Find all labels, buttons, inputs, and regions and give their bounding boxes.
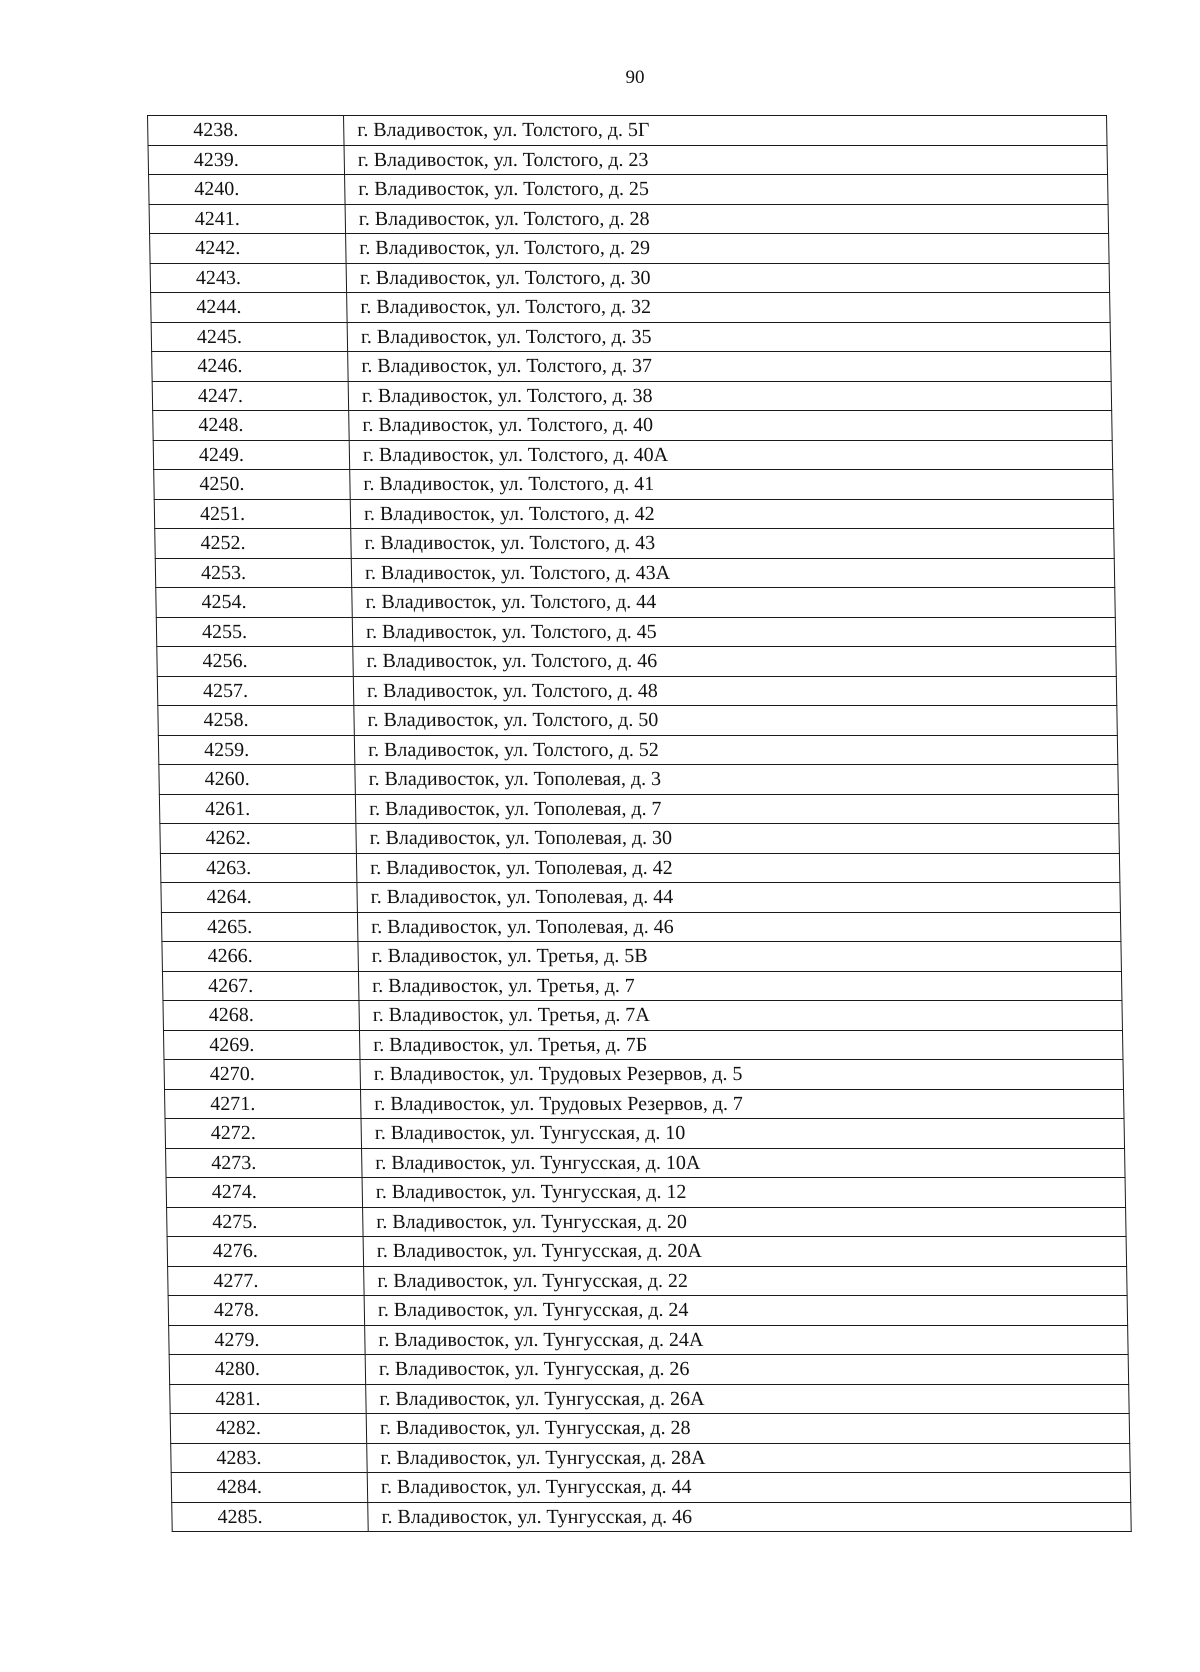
table-row xyxy=(153,411,1113,441)
row-number: 4278. xyxy=(168,1296,365,1326)
table-row xyxy=(166,1178,1126,1208)
row-address: г. Владивосток, ул. Толстого, д. 29 xyxy=(346,234,1110,264)
page-number: 90 xyxy=(625,67,645,88)
table-row xyxy=(170,1384,1130,1414)
row-number: 4243. xyxy=(150,263,347,293)
table-row xyxy=(165,1089,1125,1119)
row-address: г. Владивосток, ул. Тополевая, д. 30 xyxy=(356,824,1120,854)
row-number: 4254. xyxy=(156,588,353,618)
row-address: г. Владивосток, ул. Толстого, д. 35 xyxy=(347,322,1111,352)
table-row xyxy=(163,1030,1123,1060)
row-number: 4253. xyxy=(155,558,352,588)
row-number: 4282. xyxy=(170,1414,367,1444)
row-number: 4249. xyxy=(153,440,350,470)
table-row xyxy=(172,1502,1132,1532)
table-row xyxy=(152,381,1112,411)
row-number: 4279. xyxy=(169,1325,366,1355)
row-address: г. Владивосток, ул. Толстого, д. 48 xyxy=(353,676,1117,706)
row-address: г. Владивосток, ул. Толстого, д. 42 xyxy=(350,499,1114,529)
row-number: 4255. xyxy=(156,617,353,647)
row-number: 4257. xyxy=(157,676,354,706)
table-row xyxy=(161,912,1121,942)
table-row xyxy=(148,116,1108,146)
row-address: г. Владивосток, ул. Толстого, д. 46 xyxy=(353,647,1117,677)
row-address: г. Владивосток, ул. Тунгусская, д. 26А xyxy=(366,1384,1130,1414)
row-number: 4238. xyxy=(148,116,345,146)
row-address: г. Владивосток, ул. Толстого, д. 38 xyxy=(348,381,1112,411)
row-number: 4242. xyxy=(150,234,347,264)
table-row xyxy=(164,1060,1124,1090)
row-address: г. Владивосток, ул. Третья, д. 7Б xyxy=(359,1030,1123,1060)
table-row xyxy=(170,1414,1130,1444)
table-row xyxy=(154,470,1114,500)
row-address: г. Владивосток, ул. Толстого, д. 43 xyxy=(351,529,1115,559)
table-row xyxy=(155,558,1115,588)
row-number: 4268. xyxy=(163,1001,360,1031)
row-address: г. Владивосток, ул. Третья, д. 5В xyxy=(358,942,1122,972)
row-address: г. Владивосток, ул. Тунгусская, д. 10 xyxy=(361,1119,1125,1149)
table-row xyxy=(163,1001,1123,1031)
row-number: 4266. xyxy=(162,942,359,972)
row-number: 4285. xyxy=(172,1502,369,1532)
row-address: г. Владивосток, ул. Тополевая, д. 3 xyxy=(355,765,1119,795)
row-number: 4269. xyxy=(163,1030,360,1060)
table-row xyxy=(158,706,1118,736)
row-address: г. Владивосток, ул. Толстого, д. 37 xyxy=(348,352,1112,382)
row-number: 4281. xyxy=(170,1384,367,1414)
row-number: 4275. xyxy=(167,1207,364,1237)
table-row xyxy=(150,234,1110,264)
table-row xyxy=(161,883,1121,913)
table-row xyxy=(169,1325,1129,1355)
row-address: г. Владивосток, ул. Толстого, д. 44 xyxy=(352,588,1116,618)
row-number: 4284. xyxy=(171,1473,368,1503)
table-row xyxy=(166,1148,1126,1178)
row-address: г. Владивосток, ул. Толстого, д. 50 xyxy=(354,706,1118,736)
row-number: 4241. xyxy=(149,204,346,234)
row-number: 4256. xyxy=(157,647,354,677)
row-number: 4267. xyxy=(162,971,359,1001)
row-address: г. Владивосток, ул. Тунгусская, д. 20 xyxy=(363,1207,1127,1237)
row-number: 4272. xyxy=(165,1119,362,1149)
table-row xyxy=(162,971,1122,1001)
row-address: г. Владивосток, ул. Тунгусская, д. 28 xyxy=(366,1414,1130,1444)
row-address: г. Владивосток, ул. Тунгусская, д. 12 xyxy=(362,1178,1126,1208)
table-row xyxy=(159,794,1119,824)
table-row xyxy=(168,1266,1128,1296)
address-table xyxy=(147,115,1132,1532)
row-address: г. Владивосток, ул. Тополевая, д. 42 xyxy=(356,853,1120,883)
row-address: г. Владивосток, ул. Толстого, д. 25 xyxy=(345,175,1109,205)
row-address: г. Владивосток, ул. Толстого, д. 5Г xyxy=(344,116,1108,146)
row-address: г. Владивосток, ул. Третья, д. 7 xyxy=(358,971,1122,1001)
row-number: 4265. xyxy=(161,912,358,942)
table-row xyxy=(154,499,1114,529)
table-row xyxy=(167,1237,1127,1267)
row-number: 4277. xyxy=(168,1266,365,1296)
row-address: г. Владивосток, ул. Тополевая, д. 7 xyxy=(355,794,1119,824)
row-number: 4274. xyxy=(166,1178,363,1208)
table-row xyxy=(167,1207,1127,1237)
row-number: 4251. xyxy=(154,499,351,529)
row-address: г. Владивосток, ул. Толстого, д. 43А xyxy=(351,558,1115,588)
row-number: 4262. xyxy=(160,824,357,854)
row-number: 4252. xyxy=(155,529,352,559)
table-row xyxy=(150,263,1110,293)
row-number: 4258. xyxy=(158,706,355,736)
table-row xyxy=(156,617,1116,647)
row-address: г. Владивосток, ул. Тополевая, д. 46 xyxy=(357,912,1121,942)
table-row xyxy=(159,765,1119,795)
row-address: г. Владивосток, ул. Тунгусская, д. 46 xyxy=(368,1502,1132,1532)
row-number: 4264. xyxy=(161,883,358,913)
row-address: г. Владивосток, ул. Тунгусская, д. 22 xyxy=(364,1266,1128,1296)
row-address: г. Владивосток, ул. Толстого, д. 23 xyxy=(344,145,1108,175)
row-address: г. Владивосток, ул. Тунгусская, д. 10А xyxy=(362,1148,1126,1178)
row-number: 4270. xyxy=(164,1060,361,1090)
table-row xyxy=(165,1119,1125,1149)
table-row xyxy=(171,1473,1131,1503)
table-row xyxy=(171,1443,1131,1473)
table-row xyxy=(151,293,1111,323)
row-number: 4260. xyxy=(159,765,356,795)
row-number: 4283. xyxy=(171,1443,368,1473)
address-table-body xyxy=(148,116,1132,1532)
row-address: г. Владивосток, ул. Толстого, д. 30 xyxy=(346,263,1110,293)
table-row xyxy=(155,529,1115,559)
row-address: г. Владивосток, ул. Толстого, д. 28 xyxy=(345,204,1109,234)
table-row xyxy=(151,322,1111,352)
row-address: г. Владивосток, ул. Трудовых Резервов, д. 5 xyxy=(360,1060,1124,1090)
row-address: г. Владивосток, ул. Толстого, д. 32 xyxy=(347,293,1111,323)
table-row xyxy=(168,1296,1128,1326)
row-address: г. Владивосток, ул. Третья, д. 7А xyxy=(359,1001,1123,1031)
table-row xyxy=(148,145,1108,175)
table-row xyxy=(156,588,1116,618)
row-number: 4273. xyxy=(166,1148,363,1178)
row-address: г. Владивосток, ул. Тунгусская, д. 26 xyxy=(365,1355,1129,1385)
row-number: 4263. xyxy=(160,853,357,883)
row-address: г. Владивосток, ул. Толстого, д. 40 xyxy=(349,411,1113,441)
row-number: 4239. xyxy=(148,145,345,175)
row-number: 4245. xyxy=(151,322,348,352)
row-address: г. Владивосток, ул. Толстого, д. 41 xyxy=(350,470,1114,500)
row-address: г. Владивосток, ул. Тунгусская, д. 20А xyxy=(363,1237,1127,1267)
row-address: г. Владивосток, ул. Тунгусская, д. 24А xyxy=(365,1325,1129,1355)
row-number: 4240. xyxy=(149,175,346,205)
table-row xyxy=(169,1355,1129,1385)
table-row xyxy=(160,853,1120,883)
table-row xyxy=(160,824,1120,854)
row-number: 4248. xyxy=(153,411,350,441)
table-row xyxy=(149,204,1109,234)
row-number: 4250. xyxy=(154,470,351,500)
row-number: 4280. xyxy=(169,1355,366,1385)
row-number: 4247. xyxy=(152,381,349,411)
row-address: г. Владивосток, ул. Тунгусская, д. 44 xyxy=(367,1473,1131,1503)
row-address: г. Владивосток, ул. Тополевая, д. 44 xyxy=(357,883,1121,913)
row-address: г. Владивосток, ул. Толстого, д. 45 xyxy=(352,617,1116,647)
row-address: г. Владивосток, ул. Трудовых Резервов, д. 7 xyxy=(361,1089,1125,1119)
row-number: 4261. xyxy=(159,794,356,824)
table-row xyxy=(153,440,1113,470)
table-row xyxy=(157,647,1117,677)
table-row xyxy=(149,175,1109,205)
row-address: г. Владивосток, ул. Тунгусская, д. 28А xyxy=(367,1443,1131,1473)
row-number: 4244. xyxy=(151,293,348,323)
table-row xyxy=(158,735,1118,765)
row-number: 4271. xyxy=(165,1089,362,1119)
row-address: г. Владивосток, ул. Толстого, д. 40А xyxy=(349,440,1113,470)
table-row xyxy=(162,942,1122,972)
row-address: г. Владивосток, ул. Толстого, д. 52 xyxy=(354,735,1118,765)
table-row xyxy=(152,352,1112,382)
row-number: 4259. xyxy=(158,735,355,765)
row-number: 4246. xyxy=(152,352,349,382)
table-row xyxy=(157,676,1117,706)
row-number: 4276. xyxy=(167,1237,364,1267)
row-address: г. Владивосток, ул. Тунгусская, д. 24 xyxy=(364,1296,1128,1326)
